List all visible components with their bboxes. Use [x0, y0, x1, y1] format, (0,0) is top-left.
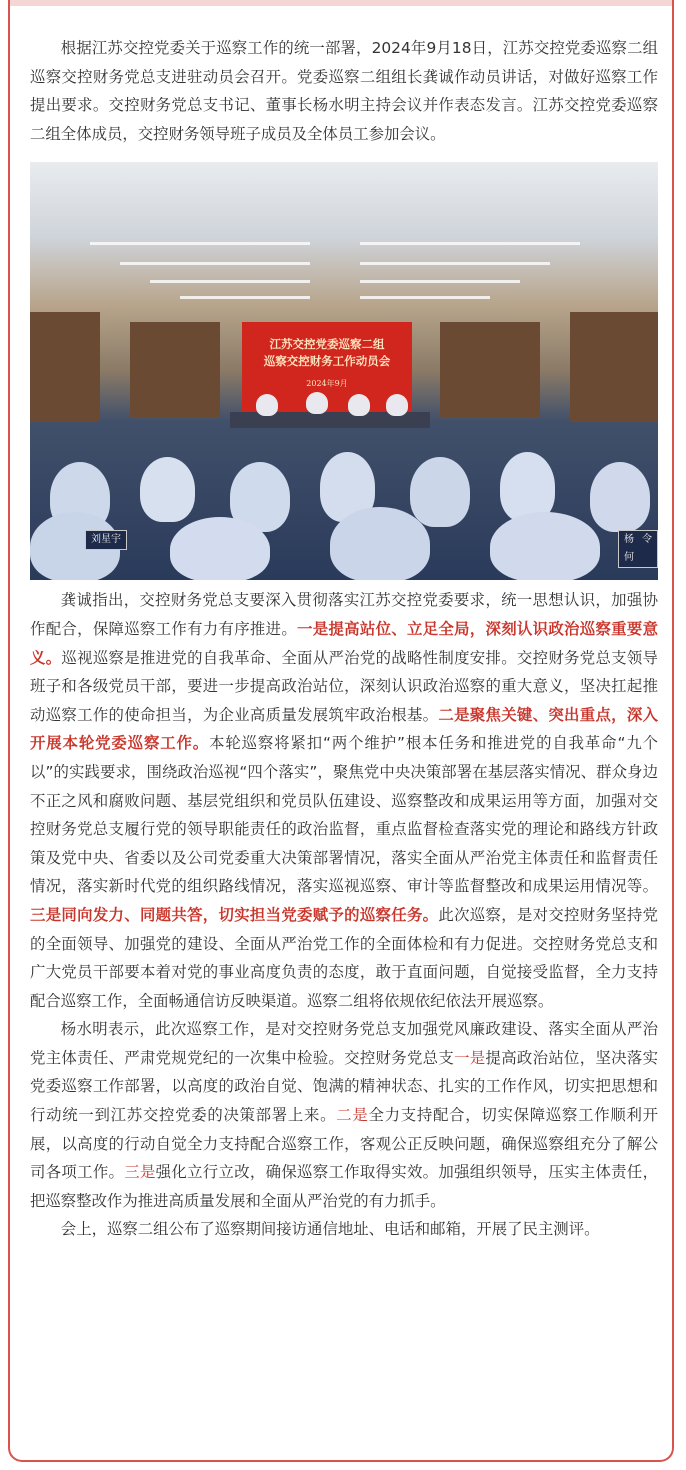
name-card-right: 杨令何 [618, 530, 658, 568]
p2-highlight-1: 一是提高站位、立足全局，深刻认识政治巡察重要意义。 [30, 619, 658, 667]
p2-intro: 龚诚指出，交控财务党总支要深入贯彻落实江苏交控党委要求，统一思想认识，加强协作配合，保障巡察工作有力有序推进。 [30, 591, 658, 638]
banner-date: 2024年9月 [306, 379, 348, 389]
paragraph-yangshuiming [30, 1015, 658, 1215]
name-card-left: 刘星宇 [85, 530, 127, 550]
article-body [30, 34, 658, 1244]
p3-text-3: 强化立行立改，确保巡察工作取得实效。加强组织领导，压实主体责任，把巡察整改作为推进高质量发展和全面从严治党的有力抓手。 [30, 1163, 658, 1210]
p3-text-1: 提高政治站位，坚决落实党委巡察工作部署，以高度的政治自觉、饱满的精神状态、扎实的工作作风，切实把思想和行动统一到江苏交控党委的决策部署上来。 [30, 1048, 658, 1125]
p3-keyword-2: 二是 [336, 1106, 369, 1125]
p3-keyword-3: 三是 [124, 1163, 156, 1182]
p2-highlight-3: 三是同向发力、同题共答，切实担当党委赋予的巡察任务。 [30, 905, 439, 924]
paragraph-intro: 根据江苏交控党委关于巡察工作的统一部署，2024年9月18日，江苏交控党委巡察二组巡察交控财务党总支进驻动员会召开。党委巡察二组组长龚诚作动员讲话，对做好巡察工作提出要求。交控财务党总支书记、董事长杨水明主持会议并作表态发言。江苏交控党委巡察二组全体成员，交控财务领导班子成员及全体员工参加会议。 [30, 39, 658, 143]
p2-text-1: 巡视巡察是推进党的自我革命、全面从严治党的战略性制度安排。交控财务党总支领导班子和各级党员干部，要进一步提高政治站位，深刻认识政治巡察的重大意义，坚决扛起推动巡察工作的使命担当，为企业高质量发展筑牢政治根基。 [30, 648, 658, 724]
p3-intro: 杨水明表示，此次巡察工作，是对交控财务党总支加强党风廉政建设、落实全面从严治党主体责任、严肃党规党纪的一次集中检验。交控财务党总支 [30, 1020, 658, 1067]
banner-line-1: 江苏交控党委巡察二组 [269, 337, 385, 352]
p2-highlight-2: 二是聚焦关键、突出重点，深入开展本轮党委巡察工作。 [30, 705, 658, 753]
p2-text-2: 本轮巡察将紧扣“两个维护”根本任务和推进党的自我革命“九个以”的实践要求，围绕政治巡视“四个落实”，聚焦党中央决策部署在基层落实情况、群众身边不正之风和腐败问题、基层党组织和党员队伍建设、巡察整改和成果运用等方面，加强对交控财务党总支履行党的领导职能责任的政治监督，重点监督检查落实党的理论和路线方针政策及党中央、省委以及公司党委重大决策部署情况，落实全面从严治党主体责任和监督责任情况，落实新时代党的组织路线情况，落实巡视巡察、审计等监督整改和成果运用情况等。 [30, 734, 658, 896]
banner-line-2: 巡察交控财务工作动员会 [263, 354, 391, 369]
meeting-photo [30, 162, 658, 580]
p3-keyword-1: 一是 [454, 1048, 486, 1067]
paragraph-closing: 会上，巡察二组公布了巡察期间接访通信地址、电话和邮箱，开展了民主测评。 [60, 1220, 600, 1239]
p3-text-2: 全力支持配合，切实保障巡察工作顺利开展，以高度的行动自觉全力支持配合巡察工作，客观公正反映问题，确保巡察组充分了解公司各项工作。 [30, 1106, 658, 1182]
paragraph-gongcheng [30, 586, 658, 1015]
p2-text-3: 此次巡察，是对交控财务坚持党的全面领导、加强党的建设、全面从严治党工作的全面体检和有力促进。交控财务党总支和广大党员干部要本着对党的事业高度负责的态度，敢于直面问题，自觉接受监督，全力支持配合巡察工作，全面畅通信访反映渠道。巡察二组将依规依纪依法开展巡察。 [30, 905, 658, 1010]
